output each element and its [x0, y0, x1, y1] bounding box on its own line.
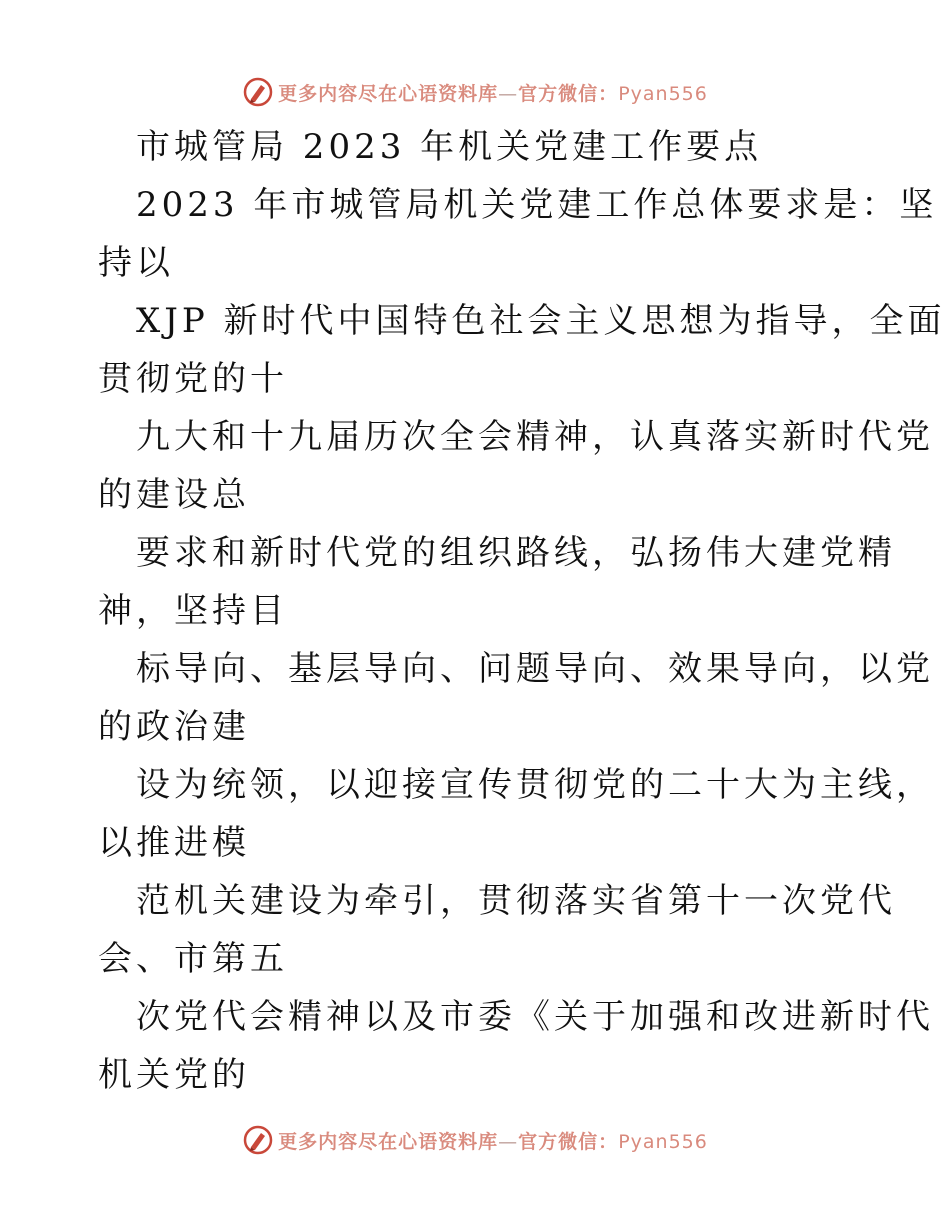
text-line: 设为统领，以迎接宣传贯彻党的二十大为主线， — [136, 765, 934, 805]
text-line: 会、市第五 — [98, 939, 288, 979]
text-line: 的建设总 — [98, 475, 250, 515]
watermark-header — [0, 72, 950, 112]
text-line: 以推进模 — [98, 823, 250, 863]
text-line: 神，坚持目 — [98, 591, 288, 631]
text-line: 次党代会精神以及市委《关于加强和改进新时代 — [136, 997, 934, 1037]
pen-logo-icon — [242, 76, 274, 108]
text-line: 九大和十九届历次全会精神，认真落实新时代党 — [136, 417, 934, 457]
text-line: 市城管局 2023 年机关党建工作要点 — [136, 127, 763, 167]
text-line: 标导向、基层导向、问题导向、效果导向，以党 — [136, 649, 934, 689]
watermark-footer — [0, 1120, 950, 1160]
watermark-text: 更多内容尽在心语资料库—官方微信：Pyan556 — [278, 82, 708, 105]
text-line: 机关党的 — [98, 1055, 250, 1095]
text-line: 范机关建设为牵引，贯彻落实省第十一次党代 — [136, 881, 896, 921]
text-line: 的政治建 — [98, 707, 250, 747]
text-line: 要求和新时代党的组织路线，弘扬伟大建党精 — [136, 533, 896, 573]
watermark-text: 更多内容尽在心语资料库—官方微信：Pyan556 — [278, 1130, 708, 1153]
document-body — [98, 118, 946, 1104]
text-line: 贯彻党的十 — [98, 359, 288, 399]
text-line: XJP 新时代中国特色社会主义思想为指导，全面 — [136, 301, 946, 341]
pen-logo-icon — [242, 1124, 274, 1156]
text-line: 持以 — [98, 243, 174, 283]
text-line: 2023 年市城管局机关党建工作总体要求是：坚 — [136, 185, 938, 225]
